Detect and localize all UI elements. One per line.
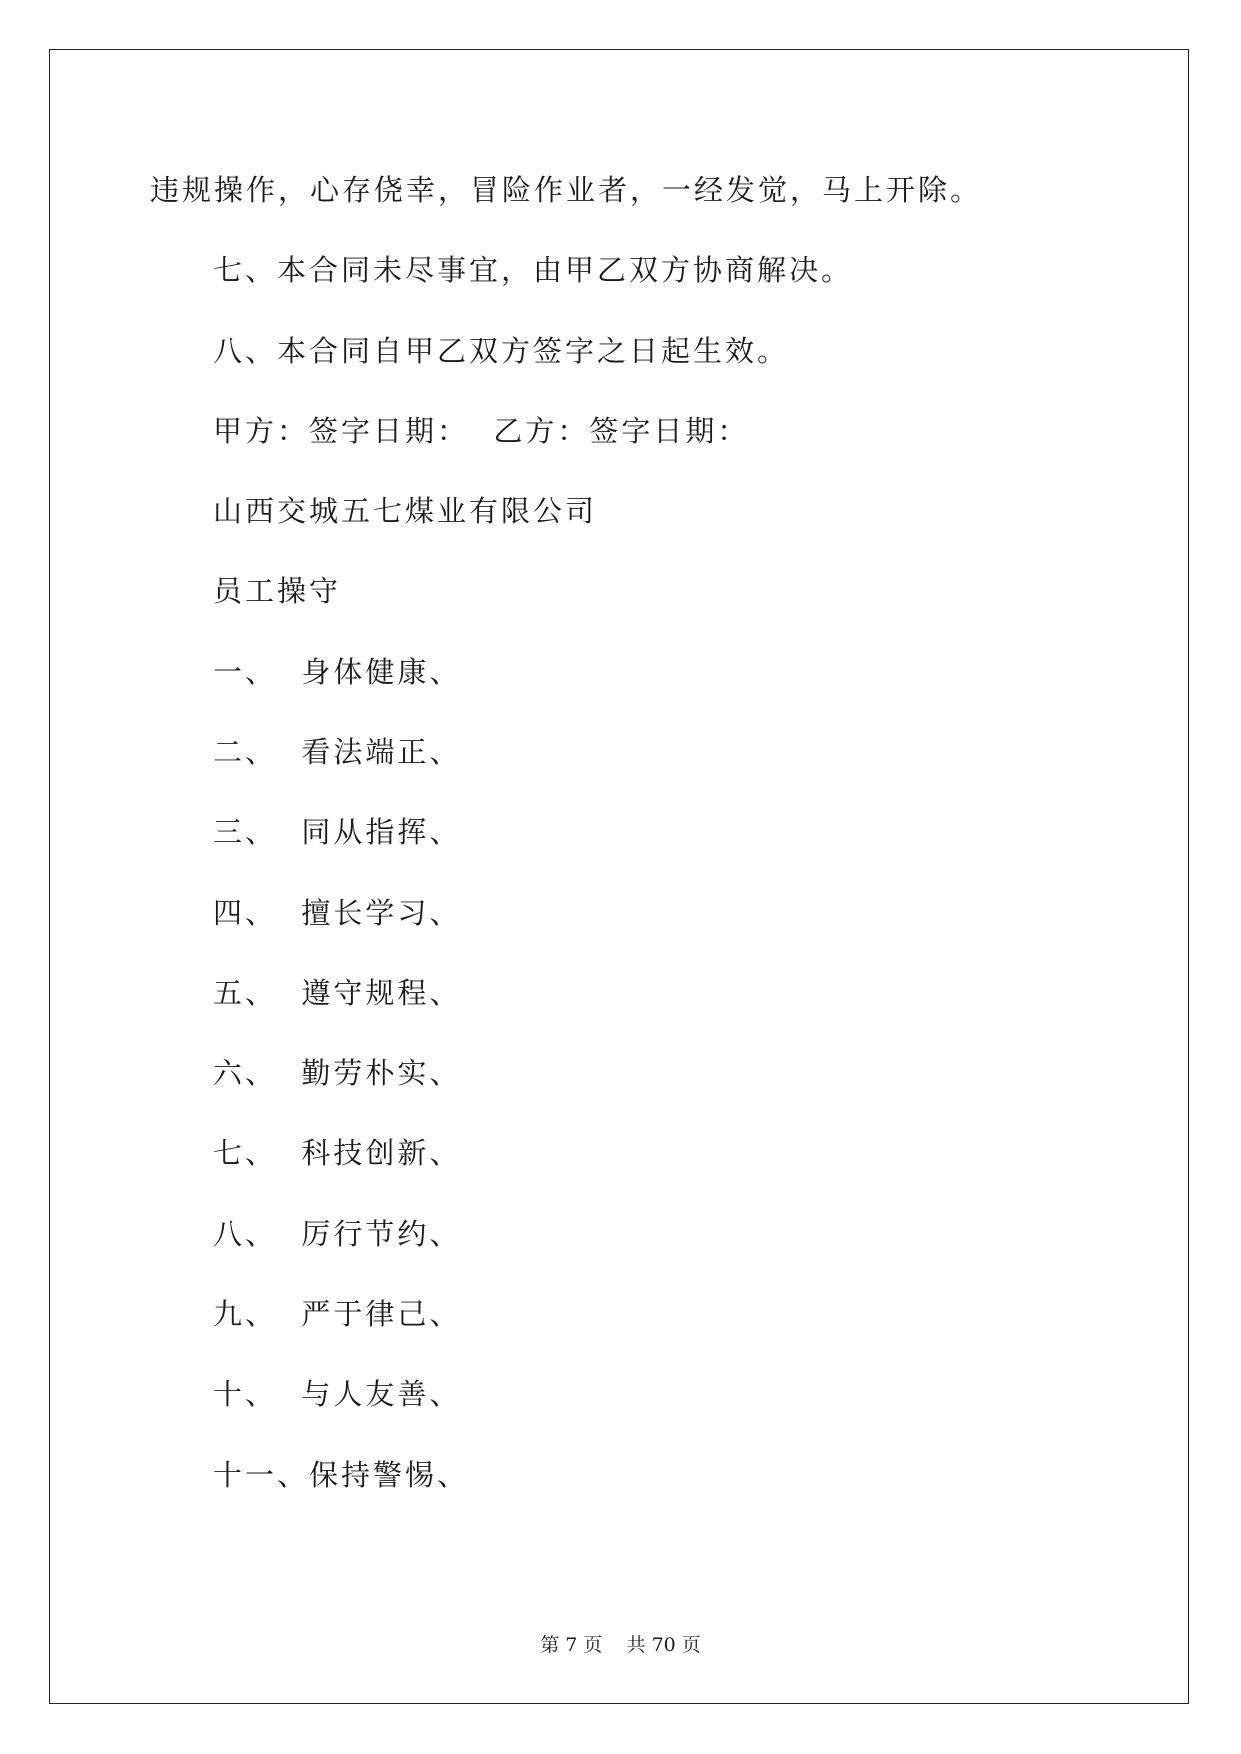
list-item: 五、 遵守规程、: [213, 976, 462, 1010]
list-item: 二、 看法端正、: [213, 735, 462, 769]
list-item: 一、 身体健康、: [213, 655, 462, 689]
clause-seven: 七、本合同未尽事宜，由甲乙双方协商解决。: [213, 253, 854, 287]
company-name: 山西交城五七煤业有限公司: [213, 494, 598, 528]
list-item: 四、 擅长学习、: [213, 896, 462, 930]
list-item: 六、 勤劳朴实、: [213, 1056, 462, 1090]
page-number: 第 7 页 共 70 页: [540, 1634, 701, 1656]
list-item: 十一、保持警惕、: [213, 1458, 470, 1492]
clause-eight: 八、本合同自甲乙双方签字之日起生效。: [213, 334, 790, 368]
section-heading: 员工操守: [213, 574, 342, 608]
list-item: 九、 严于律己、: [213, 1297, 462, 1331]
paragraph-line: 违规操作，心存侥幸，冒险作业者，一经发觉，马上开除。: [150, 173, 983, 207]
list-item: 十、 与人友善、: [213, 1377, 462, 1411]
list-item: 七、 科技创新、: [213, 1136, 462, 1170]
list-item: 三、 同从指挥、: [213, 815, 462, 849]
list-item: 八、 厉行节约、: [213, 1217, 462, 1251]
signature-line: 甲方：签字日期： 乙方：签字日期：: [213, 414, 750, 448]
